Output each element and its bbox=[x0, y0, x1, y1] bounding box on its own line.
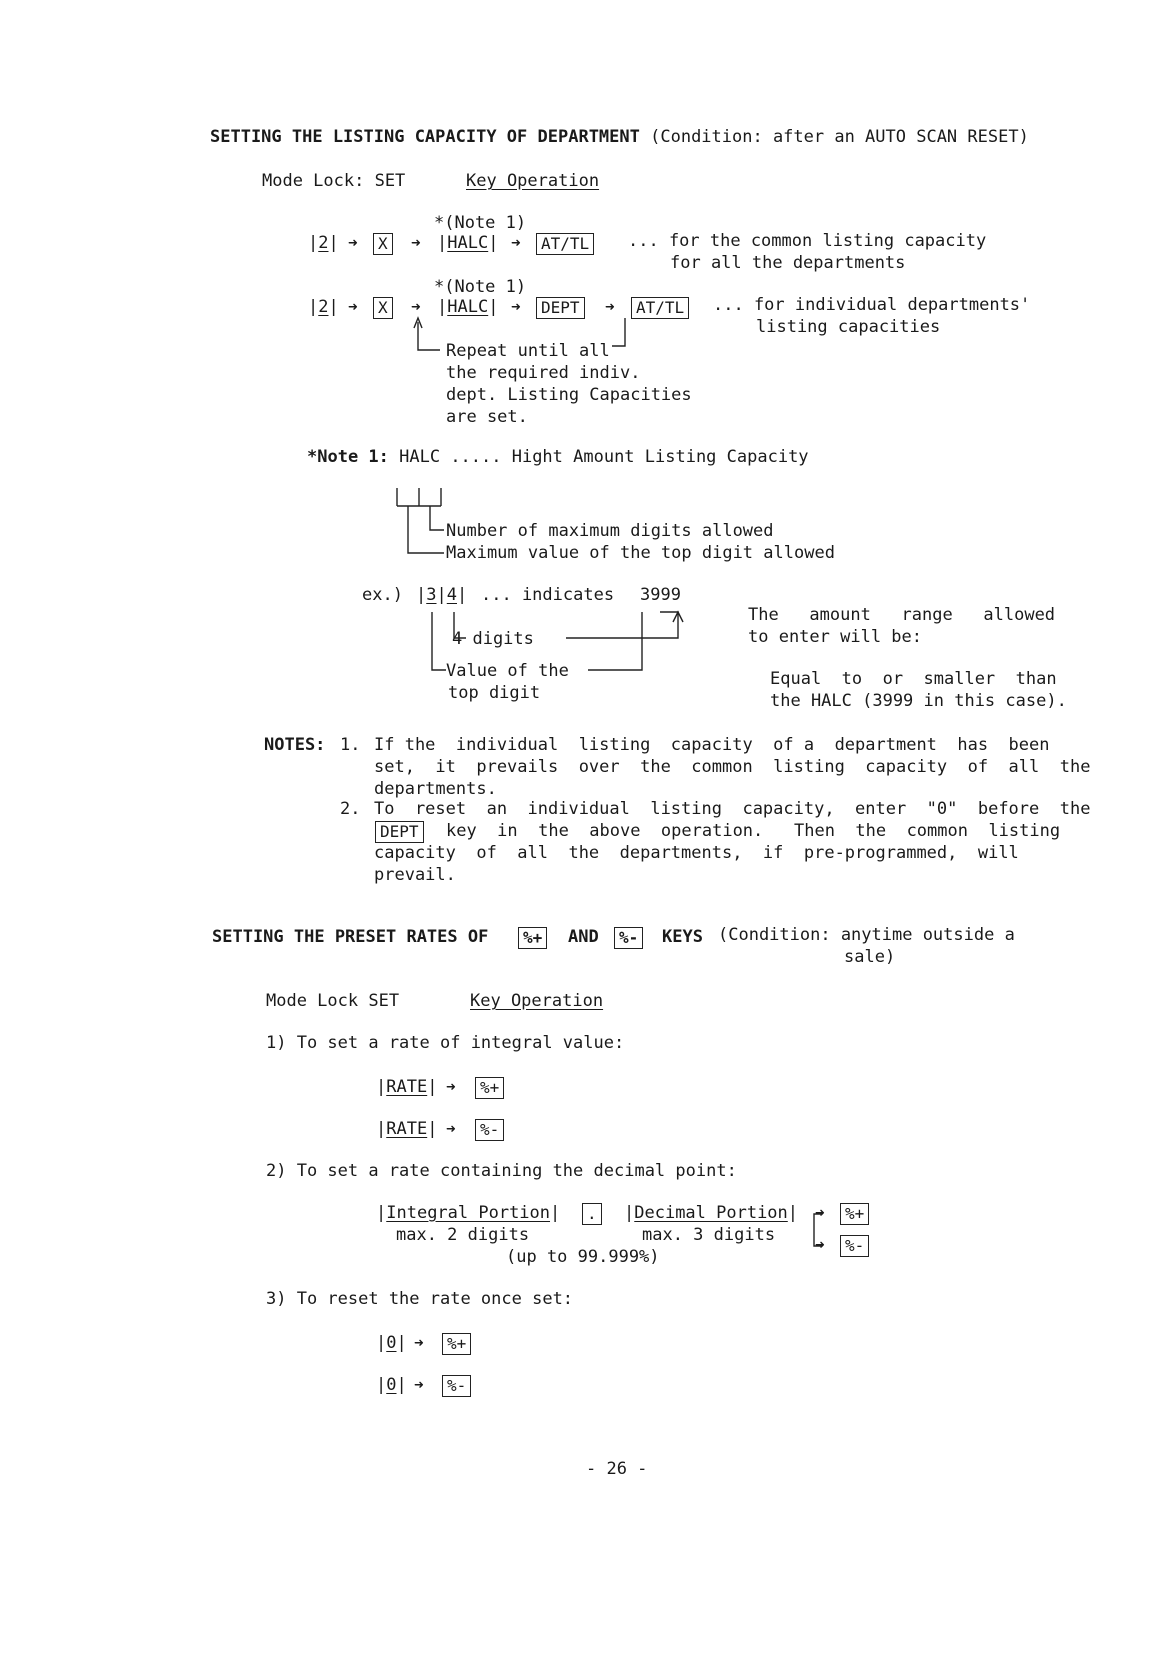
arrow-icon: ➜ bbox=[815, 1235, 825, 1254]
digit-key: | 2| bbox=[308, 296, 339, 318]
repeat-line-1: Repeat until all bbox=[446, 341, 610, 361]
example-4digits: 4 digits bbox=[452, 629, 534, 649]
percent-minus-key: %- bbox=[840, 1235, 869, 1257]
zero-key: | 0| bbox=[376, 1332, 407, 1354]
section1-condition: (Condition: after an AUTO SCAN RESET) bbox=[650, 127, 1029, 147]
example-label: ex.) bbox=[362, 585, 403, 605]
dept-key: DEPT bbox=[375, 821, 424, 843]
arrow-icon: ➜ bbox=[446, 1077, 456, 1096]
step-1: 1) To set a rate of integral value: bbox=[266, 1033, 625, 1053]
max-value-label: Maximum value of the top digit allowed bbox=[446, 543, 835, 563]
note-2-line-2: key in the above operation. Then the common listing bbox=[446, 821, 1061, 841]
digit-key: | 2| bbox=[308, 232, 339, 254]
arrow-icon: ➜ bbox=[411, 297, 421, 316]
key-operation-heading-2: Key Operation bbox=[470, 991, 604, 1011]
rate-key: | RATE| bbox=[376, 1118, 437, 1140]
example-digits: |3|4| bbox=[416, 585, 468, 605]
repeat-line-3: dept. Listing Capacities bbox=[446, 385, 692, 405]
max-3-digits: max. 3 digits bbox=[642, 1225, 776, 1245]
percent-plus-key: %+ bbox=[840, 1203, 869, 1225]
section2-keys: KEYS bbox=[662, 927, 703, 947]
halc-key: | HALC| bbox=[437, 232, 498, 254]
page-number: - 26 - bbox=[586, 1459, 648, 1479]
seq2-desc-1: ... for individual departments' bbox=[713, 295, 1031, 315]
integral-portion-key: | Integral Portion| bbox=[376, 1202, 560, 1224]
percent-plus-key: %+ bbox=[475, 1077, 504, 1099]
arrow-icon: ➜ bbox=[348, 297, 358, 316]
note-2-line-1: To reset an individual listing capacity, enter "0" before the bbox=[374, 799, 1091, 819]
note-ref: *(Note 1) bbox=[434, 277, 527, 297]
max-digits-label: Number of maximum digits allowed bbox=[446, 521, 774, 541]
note1-text: HALC ..... Hight Amount Listing Capacity bbox=[399, 447, 809, 467]
seq1-desc-1: ... for the common listing capacity bbox=[628, 231, 987, 251]
seq1-desc-2: for all the departments bbox=[670, 253, 906, 273]
section2-title: SETTING THE PRESET RATES OF bbox=[212, 927, 489, 947]
notes-label: NOTES: bbox=[264, 735, 326, 755]
section1-title: SETTING THE LISTING CAPACITY OF DEPARTMENT bbox=[210, 127, 640, 147]
zero-key: | 0| bbox=[376, 1374, 407, 1396]
repeat-bracket bbox=[612, 318, 625, 346]
step-2: 2) To set a rate containing the decimal point: bbox=[266, 1161, 737, 1181]
dept-key: DEPT bbox=[536, 297, 585, 319]
example-indicates: ... indicates bbox=[481, 585, 615, 605]
note1-label: *Note 1: bbox=[307, 447, 389, 467]
ex-value-to-value bbox=[588, 612, 642, 670]
example-top-digit: top digit bbox=[448, 683, 541, 703]
section2-and: AND bbox=[568, 927, 599, 947]
range-line-2: to enter will be: bbox=[748, 627, 922, 647]
ex-4digits-to-value bbox=[566, 612, 678, 638]
seq2-desc-2: listing capacities bbox=[756, 317, 941, 337]
key-operation-heading: Key Operation bbox=[466, 171, 600, 191]
mode-lock-label: Mode Lock: SET bbox=[262, 171, 406, 191]
rate-key: | RATE| bbox=[376, 1076, 437, 1098]
max-2-digits: max. 2 digits bbox=[396, 1225, 530, 1245]
section2-condition-2: sale) bbox=[844, 947, 896, 967]
attl-key: AT/TL bbox=[631, 297, 689, 319]
step-3: 3) To reset the rate once set: bbox=[266, 1289, 574, 1309]
percent-minus-key: %- bbox=[475, 1119, 504, 1141]
note-2-line-4: prevail. bbox=[374, 865, 456, 885]
arrow-icon: ➜ bbox=[815, 1203, 825, 1222]
ex-value-line bbox=[432, 612, 446, 670]
decimal-point-key: . bbox=[582, 1203, 602, 1225]
arrow-icon: ➜ bbox=[414, 1375, 424, 1394]
percent-minus-key: %- bbox=[442, 1375, 471, 1397]
arrow-icon: ➜ bbox=[446, 1119, 456, 1138]
example-value: 3999 bbox=[640, 585, 681, 605]
halc-bracket-inner bbox=[430, 506, 444, 530]
range-line-1: The amount range allowed bbox=[748, 605, 1056, 625]
section2-condition-1: (Condition: anytime outside a bbox=[718, 925, 1015, 945]
multiply-key: X bbox=[373, 297, 393, 319]
note-2-number: 2. bbox=[340, 799, 361, 819]
attl-key: AT/TL bbox=[536, 233, 594, 255]
note-1-line-1: If the individual listing capacity of a department has been bbox=[374, 735, 1050, 755]
arrow-icon: ➜ bbox=[411, 233, 421, 252]
note-ref: *(Note 1) bbox=[434, 213, 527, 233]
arrow-icon: ➜ bbox=[511, 233, 521, 252]
note-1-number: 1. bbox=[340, 735, 361, 755]
percent-minus-key: %- bbox=[614, 927, 643, 949]
note-1-line-2: set, it prevails over the common listing capacity of all the bbox=[374, 757, 1091, 777]
repeat-line-2: the required indiv. bbox=[446, 363, 641, 383]
range-line-3: Equal to or smaller than bbox=[770, 669, 1057, 689]
multiply-key: X bbox=[373, 233, 393, 255]
arrow-icon: ➜ bbox=[605, 297, 615, 316]
mode-lock-label-2: Mode Lock SET bbox=[266, 991, 400, 1011]
range-line-4: the HALC (3999 in this case). bbox=[770, 691, 1067, 711]
up-to-limit: (up to 99.999%) bbox=[506, 1247, 660, 1267]
percent-plus-key: %+ bbox=[518, 927, 547, 949]
note-1-line-3: departments. bbox=[374, 779, 497, 799]
note-2-line-3: capacity of all the departments, if pre-programmed, will bbox=[374, 843, 1019, 863]
arrow-icon: ➜ bbox=[348, 233, 358, 252]
branch-bracket bbox=[814, 1214, 822, 1246]
decimal-portion-key: | Decimal Portion| bbox=[624, 1202, 798, 1224]
example-value-of: Value of the bbox=[446, 661, 569, 681]
halc-key: | HALC| bbox=[437, 296, 498, 318]
ex-4digits-line bbox=[454, 612, 466, 638]
arrow-icon: ➜ bbox=[414, 1333, 424, 1352]
percent-plus-key: %+ bbox=[442, 1333, 471, 1355]
repeat-line-4: are set. bbox=[446, 407, 528, 427]
arrow-icon: ➜ bbox=[511, 297, 521, 316]
